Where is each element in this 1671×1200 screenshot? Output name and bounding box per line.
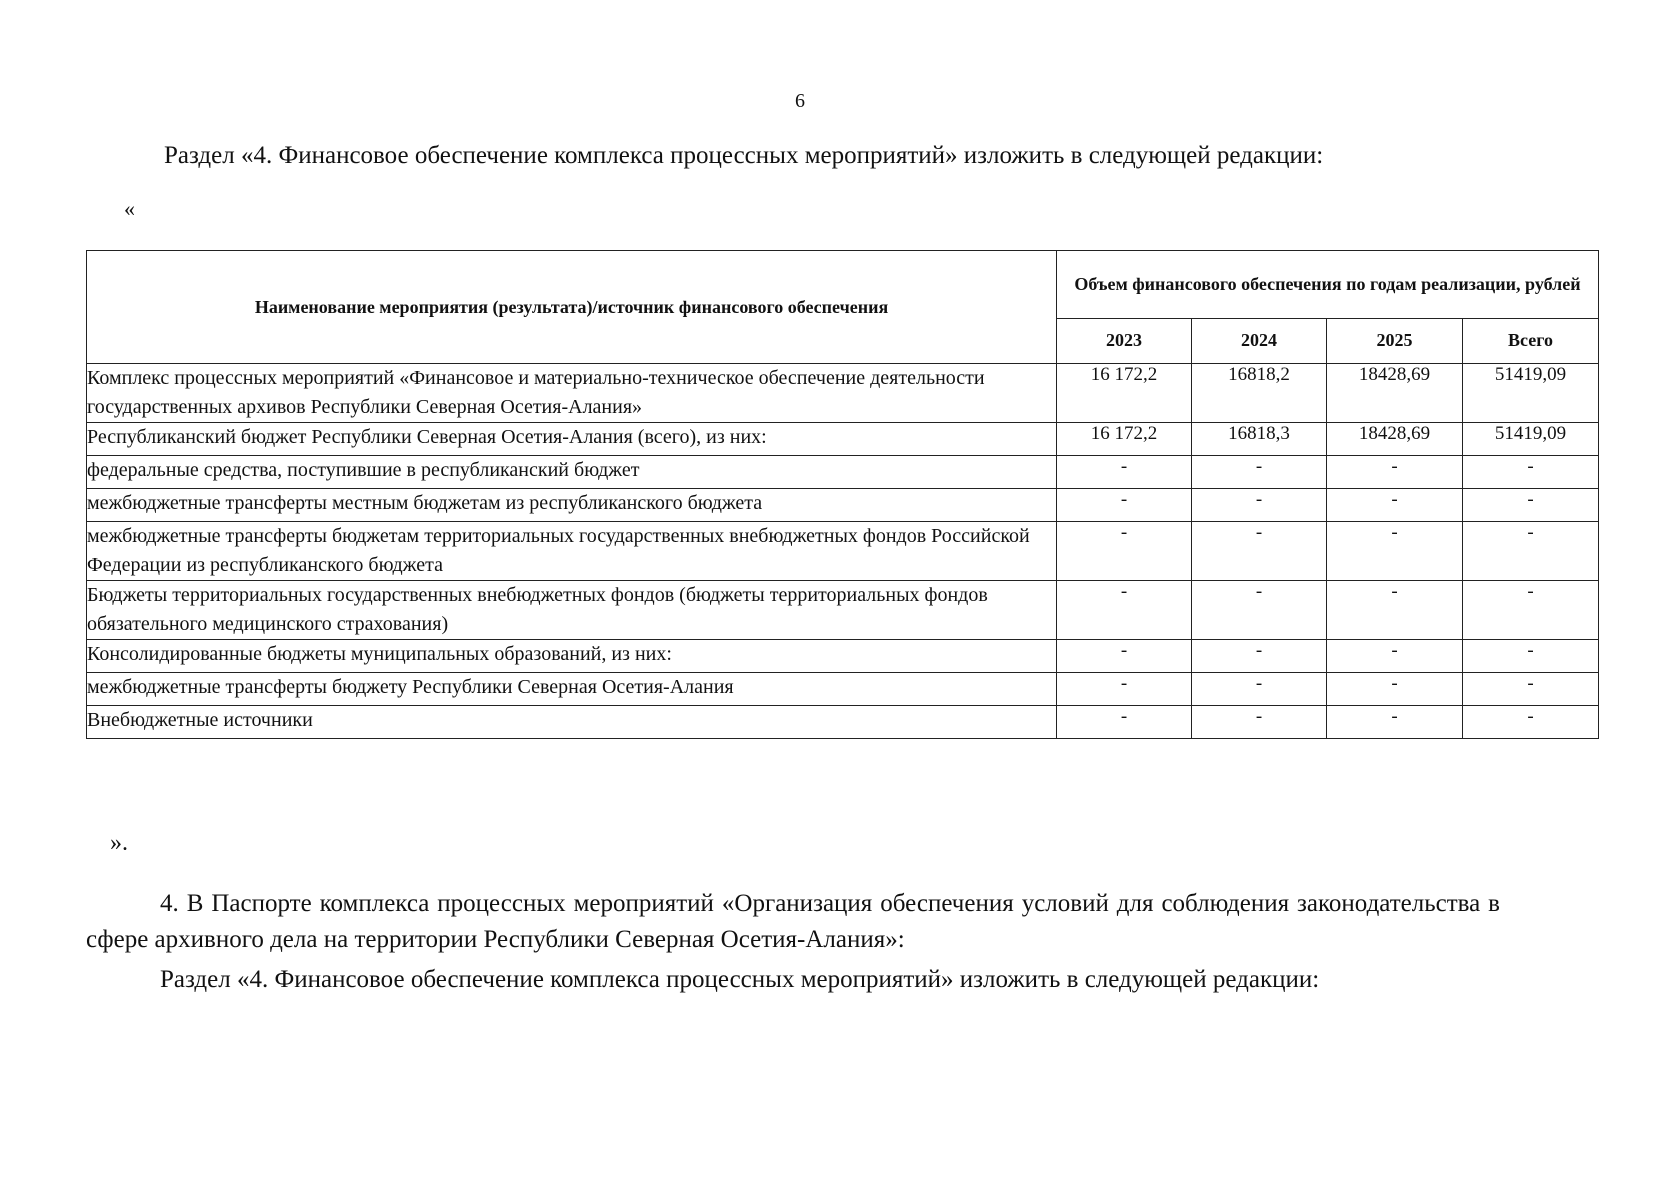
row-name: Внебюджетные источники (87, 706, 1057, 739)
value-cell: 51419,09 (1463, 364, 1599, 423)
table-row (87, 423, 1599, 456)
value-cell: - (1327, 581, 1463, 640)
value-cell: - (1463, 456, 1599, 489)
row-name: Республиканский бюджет Республики Северная Осетия-Алания (всего), из них: (87, 423, 1057, 456)
value-cell: - (1327, 489, 1463, 522)
value-cell: - (1192, 581, 1327, 640)
value-cell: - (1192, 673, 1327, 706)
value-cell: 51419,09 (1463, 423, 1599, 456)
intro-paragraph: Раздел «4. Финансовое обеспечение комплекса процессных мероприятий» изложить в следующей редакции: (164, 142, 1324, 169)
value-cell: - (1192, 456, 1327, 489)
row-name: Комплекс процессных мероприятий «Финансовое и материально-техническое обеспечение деятельности государственных архивов Республики Северная Осетия-Алания» (87, 364, 1057, 423)
row-name: межбюджетные трансферты бюджету Республики Северная Осетия-Алания (87, 673, 1057, 706)
value-cell: - (1463, 640, 1599, 673)
value-cell: - (1463, 522, 1599, 581)
value-cell: 16 172,2 (1057, 364, 1192, 423)
value-cell: 16 172,2 (1057, 423, 1192, 456)
value-cell: - (1327, 640, 1463, 673)
table-row (87, 456, 1599, 489)
table-row (87, 640, 1599, 673)
value-cell: - (1192, 640, 1327, 673)
value-cell: - (1057, 673, 1192, 706)
value-cell: - (1463, 673, 1599, 706)
value-cell: 16818,3 (1192, 423, 1327, 456)
value-cell: 16818,2 (1192, 364, 1327, 423)
row-name: Консолидированные бюджеты муниципальных образований, из них: (87, 640, 1057, 673)
value-cell: - (1192, 522, 1327, 581)
year-header: 2023 (1057, 318, 1192, 363)
row-name: Бюджеты территориальных государственных внебюджетных фондов (бюджеты территориальных фондов обязательного медицинского страхования) (87, 581, 1057, 640)
year-header: 2024 (1192, 318, 1327, 363)
table-row (87, 673, 1599, 706)
table-row (87, 706, 1599, 739)
table-row (87, 489, 1599, 522)
row-name: федеральные средства, поступившие в республиканский бюджет (87, 456, 1057, 489)
value-cell: - (1192, 706, 1327, 739)
value-cell: - (1327, 456, 1463, 489)
value-cell: - (1327, 673, 1463, 706)
value-cell: - (1327, 522, 1463, 581)
table-row (87, 364, 1599, 423)
value-cell: - (1192, 489, 1327, 522)
table-row (87, 581, 1599, 640)
financing-table (86, 250, 1599, 739)
value-cell: - (1463, 489, 1599, 522)
close-quote: ». (110, 830, 128, 856)
page-number: 6 (795, 90, 805, 112)
table-row (87, 522, 1599, 581)
value-cell: - (1327, 706, 1463, 739)
value-cell: - (1057, 522, 1192, 581)
value-cell: - (1057, 456, 1192, 489)
final-paragraph: Раздел «4. Финансовое обеспечение комплекса процессных мероприятий» изложить в следующей редакции: (160, 966, 1320, 993)
value-cell: - (1057, 581, 1192, 640)
row-name: межбюджетные трансферты местным бюджетам из республиканского бюджета (87, 489, 1057, 522)
row-name: межбюджетные трансферты бюджетам территориальных государственных внебюджетных фондов Российской Федерации из республиканского бюджета (87, 522, 1057, 581)
value-cell: - (1057, 706, 1192, 739)
value-cell: - (1463, 581, 1599, 640)
value-cell: 18428,69 (1327, 423, 1463, 456)
total-header: Всего (1463, 318, 1599, 363)
value-cell: - (1057, 640, 1192, 673)
name-column-header: Наименование мероприятия (результата)/источник финансового обеспечения (87, 251, 1057, 364)
year-header: 2025 (1327, 318, 1463, 363)
funding-group-header: Объем финансового обеспечения по годам реализации, рублей (1057, 251, 1599, 319)
value-cell: - (1057, 489, 1192, 522)
open-quote: « (124, 196, 135, 221)
value-cell: - (1463, 706, 1599, 739)
item-4-paragraph: 4. В Паспорте комплекса процессных мероприятий «Организация обеспечения условий для соблюдения законодательства в сфере архивного дела на территории Республики Северная Осетия-Алания»: (86, 890, 1500, 953)
value-cell: 18428,69 (1327, 364, 1463, 423)
